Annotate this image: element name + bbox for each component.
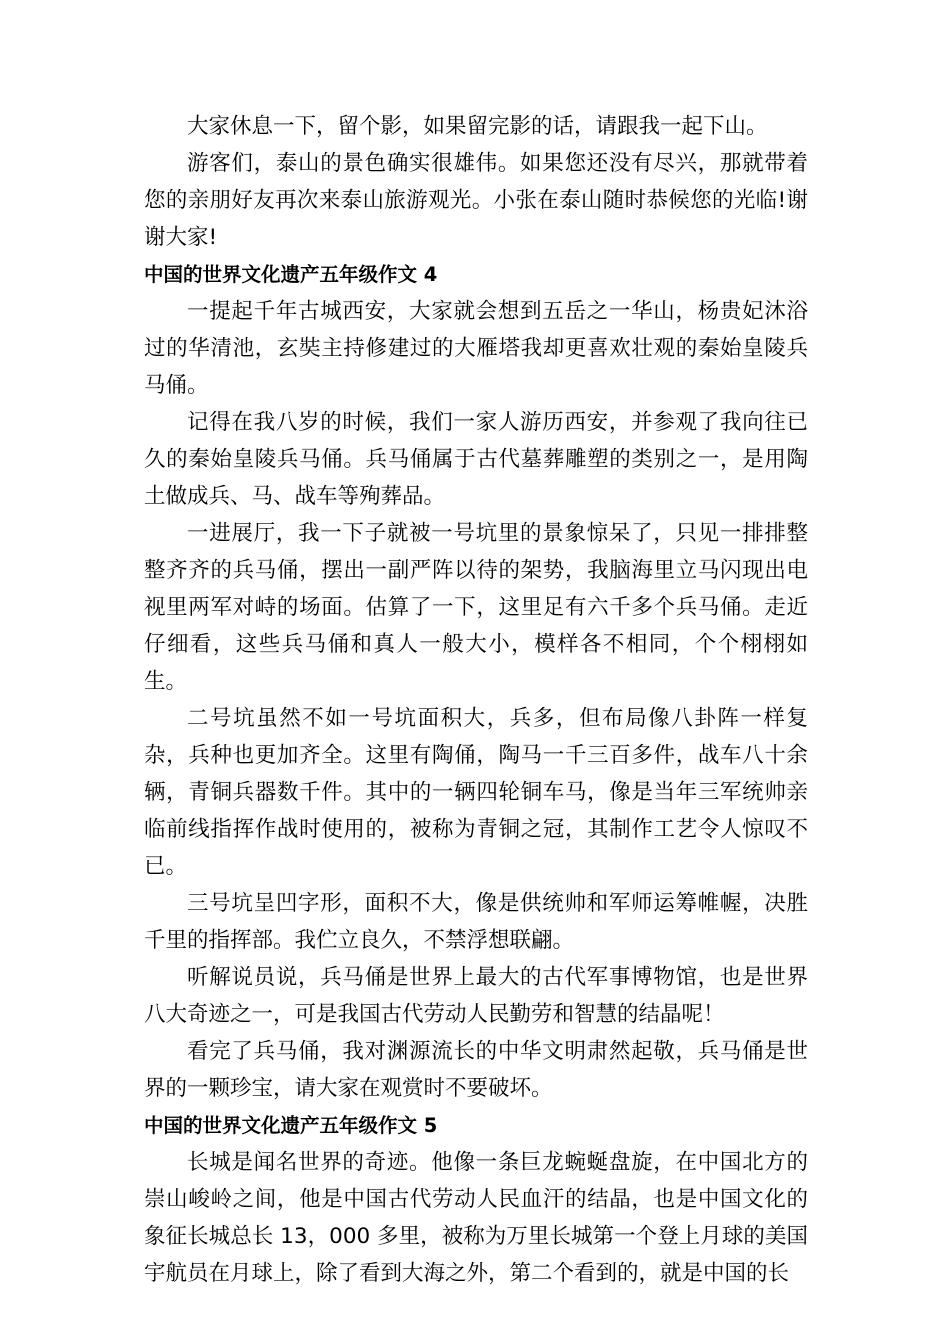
paragraph: 看完了兵马俑，我对渊源流长的中华文明肃然起敬，兵马俑是世界的一颗珍宝，请大家在观赏时不要破坏。 (144, 1039, 808, 1101)
section-heading: 中国的世界文化遗产五年级作文 4 (144, 263, 438, 286)
document-page (144, 108, 808, 1292)
paragraph: 三号坑呈凹字形，面积不大，像是供统帅和军师运筹帷幄，决胜千里的指挥部。我伫立良久，不禁浮想联翩。 (144, 891, 808, 953)
paragraph: 一进展厅，我一下子就被一号坑里的景象惊呆了，只见一排排整整齐齐的兵马俑，摆出一副严阵以待的架势，我脑海里立马闪现出电视里两军对峙的场面。估算了一下，这里足有六千多个兵马俑。走近仔细看，这些兵马俑和真人一般大小，模样各不相同，个个栩栩如生。 (144, 521, 808, 694)
paragraph: 游客们，泰山的景色确实很雄伟。如果您还没有尽兴，那就带着您的亲朋好友再次来泰山旅游观光。小张在泰山随时恭候您的光临!谢谢大家! (144, 151, 808, 250)
paragraph: 听解说员说，兵马俑是世界上最大的古代军事博物馆，也是世界八大奇迹之一，可是我国古代劳动人民勤劳和智慧的结晶呢！ (144, 965, 808, 1027)
paragraph: 二号坑虽然不如一号坑面积大，兵多，但布局像八卦阵一样复杂，兵种也更加齐全。这里有陶俑，陶马一千三百多件，战车八十余辆，青铜兵器数千件。其中的一辆四轮铜车马，像是当年三军统帅亲临前线指挥作战时使用的，被称为青铜之冠，其制作工艺令人惊叹不已。 (144, 706, 808, 879)
paragraph: 大家休息一下，留个影，如果留完影的话，请跟我一起下山。 (187, 114, 768, 139)
paragraph: 长城是闻名世界的奇迹。他像一条巨龙蜿蜒盘旋，在中国北方的崇山峻岭之间，他是中国古代劳动人民血汗的结晶，也是中国文化的象征长城总长 13，000 多里，被称为万里长城第一个登上月球的美国宇航员在月球上，除了看到大海之外，第二个看到的，就是中国的长 (144, 1150, 808, 1286)
paragraph: 记得在我八岁的时候，我们一家人游历西安，并参观了我向往已久的秦始皇陵兵马俑。兵马俑属于古代墓葬雕塑的类别之一，是用陶土做成兵、马、战车等殉葬品。 (144, 410, 808, 509)
section-heading: 中国的世界文化遗产五年级作文 5 (144, 1114, 438, 1137)
paragraph: 一提起千年古城西安，大家就会想到五岳之一华山，杨贵妃沐浴过的华清池，玄奘主持修建过的大雁塔我却更喜欢壮观的秦始皇陵兵马俑。 (144, 299, 808, 398)
